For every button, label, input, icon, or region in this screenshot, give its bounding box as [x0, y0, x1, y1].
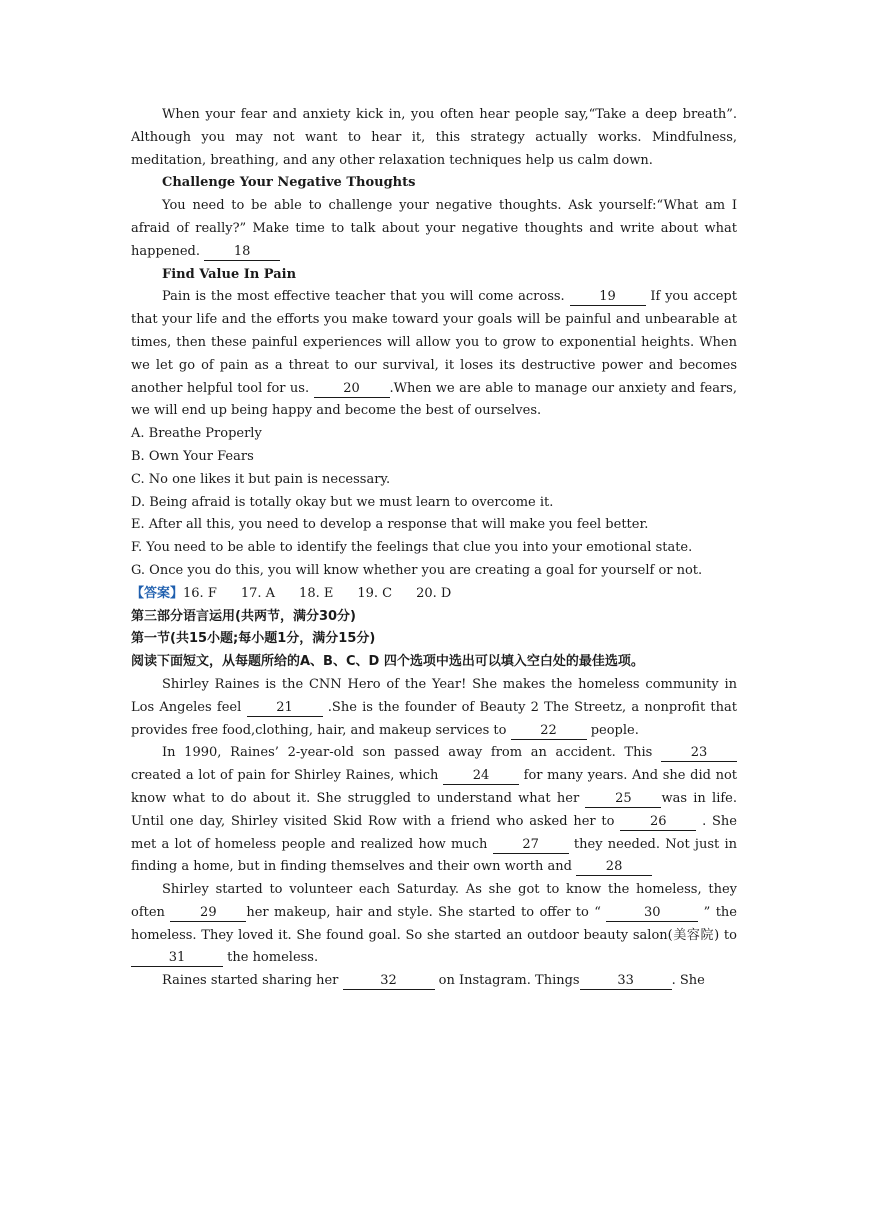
pain-text-c: .When we are able to manage our anxiety and fears, we will end up being happy and become the best of ourselves.: [131, 380, 737, 419]
passage-text: on Instagram. Things: [438, 973, 580, 989]
answer-blank-23: 23: [661, 745, 737, 762]
answer-blank-31: 31: [131, 950, 223, 967]
passage-text: for many years. And she did not know what to do about it. She struggled to understand what her: [131, 768, 737, 806]
passage-text: . She: [671, 973, 705, 989]
passage-text: people.: [590, 722, 639, 738]
answer-blank-28: 28: [576, 859, 652, 876]
passage-text: created a lot of pain for Shirley Raines, which: [131, 768, 439, 784]
answer-line: [131, 583, 737, 606]
passage-text: . She met a lot of homeless people and realized how much: [131, 813, 737, 852]
passage-text: ” the homeless. They loved it. She found goal. So she started an outdoor beauty salon(美容院) to: [131, 904, 737, 943]
answer-blank-18: 18: [204, 244, 280, 261]
document-body: [131, 104, 737, 993]
passage-text: the homeless.: [227, 950, 319, 966]
passage-text: Shirley Raines is the CNN Hero of the Year! She makes the homeless community in Los Angeles feel: [131, 676, 737, 715]
answer-item: 20. D: [416, 585, 452, 601]
answer-blank-25: 25: [585, 791, 661, 808]
option-g: G. Once you do this, you will know whether you are creating a goal for yourself or not.: [131, 562, 703, 578]
answer-blank-21: 21: [247, 700, 323, 717]
answer-item: 16. F: [183, 585, 217, 601]
intro-paragraph: When your fear and anxiety kick in, you often hear people say,“Take a deep breath”. Although you may not want to hear it, this strategy actually works. Mindfulness, meditation, breathing, and any other relaxation techniques help us calm down.: [131, 107, 737, 168]
answer-item: 19. C: [357, 585, 393, 601]
answer-blank-27: 27: [493, 837, 569, 854]
answer-blank-22: 22: [511, 723, 587, 740]
pain-text-b: If you accept that your life and the efforts you make toward your goals will be painful and unbearable at times, then these painful experiences will allow you to grow to exponential heights. When we let go of pain as a threat to our survival, it loses its destructive power and becomes another helpful tool for us.: [131, 289, 737, 396]
answer-blank-26: 26: [620, 814, 696, 831]
pain-text-a: Pain is the most effective teacher that you will come across.: [162, 289, 565, 305]
passage-text: Shirley started to volunteer each Saturday. As she got to know the homeless, they often: [131, 882, 737, 920]
instruction-text: 阅读下面短文，从每题所给的A、B、C、D 四个选项中选出可以填入空白处的最佳选项。: [131, 654, 644, 670]
option-a: A. Breathe Properly: [131, 426, 262, 442]
answer-blank-29: 29: [170, 905, 246, 922]
answer-item: 17. A: [240, 585, 276, 601]
part3-title: 第三部分语言运用(共两节，满分30分): [131, 608, 356, 624]
passage-text: her makeup, hair and style. She started to offer to “: [246, 904, 601, 920]
passage-text: they needed. Not just in finding a home, but in finding themselves and their own worth and: [131, 836, 737, 875]
passage-paragraph-4: [131, 970, 737, 993]
section-heading-pain: Find Value In Pain: [162, 266, 297, 282]
section1-title: 第一节(共15小题;每小题1分，满分15分): [131, 631, 376, 647]
passage-paragraph-1: [131, 674, 737, 742]
passage-text: was in life. Until one day, Shirley visited Skid Row with a friend who asked her to: [131, 790, 737, 829]
option-d: D. Being afraid is totally okay but we must learn to overcome it.: [131, 494, 554, 510]
answer-blank-24: 24: [443, 768, 519, 785]
passage-text: .She is the founder of Beauty 2 The Streetz, a nonprofit that provides free food,clothing, hair, and makeup services to: [131, 699, 737, 738]
section-heading-challenge: Challenge Your Negative Thoughts: [162, 175, 416, 191]
challenge-paragraph: [131, 195, 737, 263]
challenge-text: You need to be able to challenge your negative thoughts. Ask yourself:“What am I afraid of really?” Make time to talk about your negative thoughts and write about what happened.: [131, 198, 737, 259]
passage-paragraph-2: [131, 742, 737, 879]
passage-text: In 1990, Raines’ 2-year-old son passed away from an accident. This: [162, 745, 653, 761]
answer-tag: 【答案】: [131, 585, 184, 601]
option-e: E. After all this, you need to develop a response that will make you feel better.: [131, 517, 649, 533]
answer-blank-33: 33: [580, 973, 672, 990]
answer-item: 18. E: [299, 585, 334, 601]
pain-paragraph: [131, 286, 737, 423]
option-f: F. You need to be able to identify the feelings that clue you into your emotional state.: [131, 540, 693, 556]
answer-blank-30: 30: [606, 905, 698, 922]
passage-paragraph-3: [131, 879, 737, 970]
option-b: B. Own Your Fears: [131, 448, 254, 464]
passage-text: Raines started sharing her: [162, 973, 339, 989]
answer-blank-20: 20: [314, 381, 390, 398]
option-c: C. No one likes it but pain is necessary.: [131, 471, 391, 487]
answer-blank-19: 19: [570, 289, 646, 306]
answer-blank-32: 32: [343, 973, 435, 990]
